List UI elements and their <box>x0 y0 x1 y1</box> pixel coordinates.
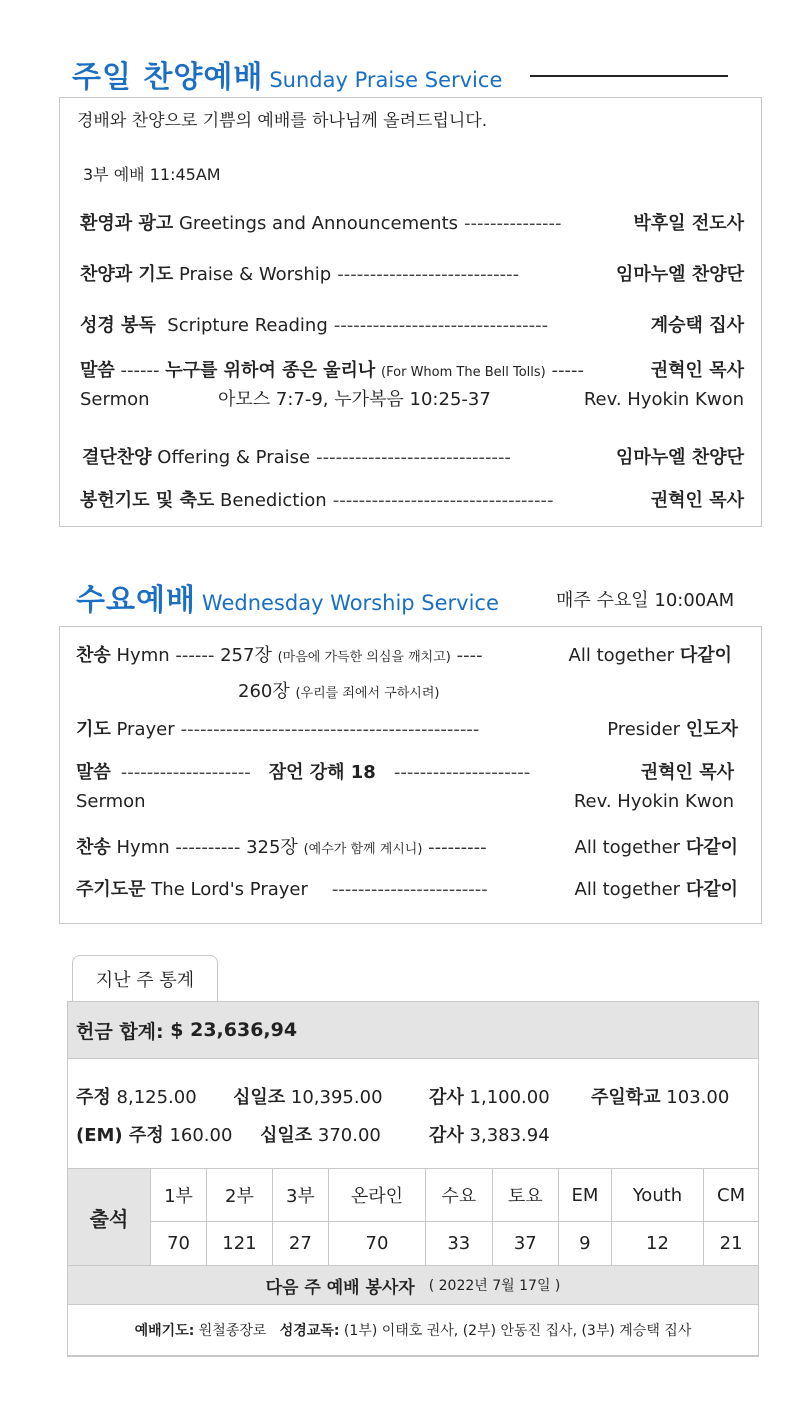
sunday-section-title <box>72 52 502 96</box>
offering-person: 임마누엘 찬양단 <box>616 447 744 468</box>
program-offering <box>82 443 744 469</box>
program-sermon-sub <box>80 385 744 411</box>
stat-item <box>591 1083 729 1109</box>
stat-value: 8,125.00 <box>116 1087 197 1108</box>
program-wed-sermon <box>76 758 734 784</box>
leader-dashes: ---------------------------- <box>337 264 520 285</box>
leader-dashes: --------------------------------- <box>333 315 549 336</box>
next-week-volunteers <box>67 1305 759 1357</box>
offering-breakdown <box>67 1059 759 1169</box>
wednesday-section-title <box>76 575 499 619</box>
stat-value: 10,395.00 <box>290 1087 383 1108</box>
attendance-header: 수요 <box>426 1169 493 1222</box>
sunday-program-box <box>59 97 762 527</box>
hymn2-ko: 찬송 <box>76 837 111 858</box>
leader-dashes: ---------------------------------- <box>332 490 554 511</box>
program-prayer <box>76 715 738 741</box>
stat-item <box>260 1121 381 1147</box>
program-scripture <box>80 311 744 337</box>
stat-item <box>76 1121 232 1147</box>
hymn1b-name: (우리를 죄에서 구하시려) <box>295 686 440 701</box>
scripture-en: Scripture Reading <box>167 315 328 336</box>
greetings-person: 박후일 전도사 <box>633 213 744 234</box>
attendance-value: 37 <box>492 1222 559 1266</box>
attendance-value: 9 <box>559 1222 612 1266</box>
stat-label: 십일조 <box>233 1087 286 1108</box>
sermon-title-en: (For Whom The Bell Tolls) <box>381 365 546 380</box>
stat-label: 주일학교 <box>591 1087 661 1108</box>
stat-item <box>76 1083 197 1109</box>
hymn1-ko: 찬송 <box>76 645 111 666</box>
offering-ko: 결단찬양 <box>82 447 152 468</box>
prayer-en: Prayer <box>116 719 175 740</box>
attendance-value: 70 <box>151 1222 207 1266</box>
sunday-service-time: 3부 예배 11:45AM <box>83 165 221 184</box>
attendance-header: 온라인 <box>328 1169 425 1222</box>
last-week-stats-tab[interactable]: 지난 주 통계 <box>72 955 218 1002</box>
program-lords-prayer <box>76 875 738 901</box>
attendance-value: 33 <box>426 1222 493 1266</box>
next-prayer-person: 원철종장로 <box>198 1323 267 1339</box>
leader-dashes: -------------------- <box>120 762 251 783</box>
leader-dashes: ----- <box>551 360 584 381</box>
stat-value: 1,100.00 <box>469 1087 550 1108</box>
program-hymn2 <box>76 833 738 859</box>
attendance-header: EM <box>559 1169 612 1222</box>
wednesday-time: 매주 수요일 10:00AM <box>556 590 735 611</box>
offering-total-label: 헌금 합계: <box>76 1020 164 1043</box>
program-benediction <box>80 486 744 512</box>
sermon-person-en: Rev. Hyokin Kwon <box>583 389 744 410</box>
hymn2-en: Hymn <box>116 837 170 858</box>
sunday-title-ko: 주일 찬양예배 <box>72 60 264 95</box>
stat-label: 감사 <box>429 1087 464 1108</box>
stat-value: 103.00 <box>666 1087 730 1108</box>
next-week-title: 다음 주 예배 봉사자 <box>265 1277 415 1298</box>
wednesday-title-en: Wednesday Worship Service <box>201 591 499 615</box>
benediction-ko: 봉헌기도 및 축도 <box>80 490 215 511</box>
greetings-ko: 환영과 광고 <box>80 213 174 234</box>
stat-value: 3,383.94 <box>469 1125 550 1146</box>
wednesday-title-ko: 수요예배 <box>76 583 196 618</box>
offering-total <box>67 1001 759 1059</box>
attendance-header-row <box>68 1169 759 1222</box>
program-hymn1b <box>238 677 439 703</box>
benediction-en: Benediction <box>219 490 327 511</box>
hymn2-who-ko: 다같이 <box>685 837 738 858</box>
stat-item <box>233 1083 383 1109</box>
attendance-value: 70 <box>328 1222 425 1266</box>
stat-label: 주정 <box>76 1087 111 1108</box>
prayer-ko: 기도 <box>76 719 111 740</box>
lords-who-en: All together <box>574 879 681 900</box>
program-hymn1 <box>76 641 732 667</box>
sermon-passage: 아모스 7:7-9, 누가복음 10:25-37 <box>218 389 491 410</box>
prayer-who-ko: 인도자 <box>685 719 738 740</box>
hymn2-who-en: All together <box>574 837 681 858</box>
wed-sermon-person-en: Rev. Hyokin Kwon <box>573 791 734 812</box>
next-week-volunteers-header <box>67 1265 759 1305</box>
title-rule <box>530 75 728 77</box>
leader-dashes: ---------------------------------------------- <box>180 719 480 740</box>
attendance-value-row <box>68 1222 759 1266</box>
wed-sermon-person: 권혁인 목사 <box>640 762 734 783</box>
praise-ko: 찬양과 기도 <box>80 264 174 285</box>
leader-dashes: ------------------------ <box>331 879 488 900</box>
attendance-table <box>67 1168 759 1266</box>
offering-en: Offering & Praise <box>157 447 311 468</box>
benediction-person: 권혁인 목사 <box>650 490 744 511</box>
hymn1-en: Hymn <box>116 645 170 666</box>
wednesday-program-box <box>59 626 762 924</box>
leader-dashes: --------------------- <box>393 762 531 783</box>
prayer-who-en: Presider <box>607 719 681 740</box>
attendance-header: 3부 <box>272 1169 328 1222</box>
attendance-header: 1부 <box>151 1169 207 1222</box>
stat-label: 감사 <box>429 1125 464 1146</box>
sermon-title: 누구를 위하여 종은 울리나 <box>165 360 376 381</box>
stat-label: 십일조 <box>260 1125 313 1146</box>
attendance-header: 토요 <box>492 1169 559 1222</box>
next-edu-people: (1부) 이태호 권사, (2부) 안동진 집사, (3부) 계승택 집사 <box>343 1323 692 1339</box>
lords-who-ko: 다같이 <box>685 879 738 900</box>
hymn1b-number: 260장 <box>238 681 290 702</box>
next-week-date: ( 2022년 7월 17일 ) <box>428 1278 561 1294</box>
sermon-ko: 말씀 <box>80 360 115 381</box>
leader-dashes: ------ <box>120 360 160 381</box>
next-prayer-label: 예배기도: <box>134 1323 195 1339</box>
program-sermon <box>80 356 744 382</box>
scripture-person: 계승택 집사 <box>650 315 744 336</box>
lords-ko: 주기도문 <box>76 879 146 900</box>
wed-sermon-title: 잠언 강해 18 <box>268 762 376 783</box>
leader-dashes: ---------- <box>175 837 241 858</box>
attendance-label: 출석 <box>68 1169 151 1266</box>
stat-value: 160.00 <box>169 1125 233 1146</box>
leader-dashes: ---- <box>456 645 483 666</box>
program-praise <box>80 260 744 286</box>
program-wed-sermon-sub <box>76 791 734 812</box>
wed-sermon-en: Sermon <box>76 791 146 812</box>
sunday-intro: 경배와 찬양으로 기쁨의 예배를 하나님께 올려드립니다. <box>77 111 488 131</box>
greetings-en: Greetings and Announcements <box>178 213 459 234</box>
stat-item <box>429 1121 550 1147</box>
hymn1-name: (마음에 가득한 의심을 깨치고) <box>277 650 451 665</box>
offering-total-value: $ 23,636,94 <box>170 1019 298 1041</box>
attendance-value: 12 <box>611 1222 703 1266</box>
hymn1-who-en: All together <box>568 645 675 666</box>
sunday-title-en: Sunday Praise Service <box>269 68 503 92</box>
wed-sermon-ko: 말씀 <box>76 762 111 783</box>
hymn1-who-ko: 다같이 <box>679 645 732 666</box>
leader-dashes: ------------------------------ <box>316 447 511 468</box>
attendance-header: 2부 <box>207 1169 273 1222</box>
lords-en: The Lord's Prayer <box>151 879 308 900</box>
leader-dashes: --------- <box>428 837 487 858</box>
sermon-en: Sermon <box>80 389 150 410</box>
attendance-header: Youth <box>611 1169 703 1222</box>
praise-en: Praise & Worship <box>178 264 332 285</box>
program-greetings <box>80 209 744 235</box>
attendance-value: 27 <box>272 1222 328 1266</box>
next-edu-label: 성경교독: <box>279 1323 340 1339</box>
stat-item <box>429 1083 550 1109</box>
stat-value: 370.00 <box>317 1125 381 1146</box>
leader-dashes: --------------- <box>464 213 562 234</box>
attendance-value: 121 <box>207 1222 273 1266</box>
hymn2-number: 325장 <box>246 837 298 858</box>
stat-label: (EM) 주정 <box>76 1125 164 1146</box>
sermon-person: 권혁인 목사 <box>650 360 744 381</box>
hymn1-number: 257장 <box>220 645 272 666</box>
leader-dashes: ------ <box>175 645 215 666</box>
hymn2-name: (예수가 함께 계시니) <box>303 842 423 857</box>
attendance-header: CM <box>704 1169 759 1222</box>
scripture-ko: 성경 봉독 <box>80 315 156 336</box>
attendance-value: 21 <box>704 1222 759 1266</box>
praise-person: 임마누엘 찬양단 <box>616 264 744 285</box>
